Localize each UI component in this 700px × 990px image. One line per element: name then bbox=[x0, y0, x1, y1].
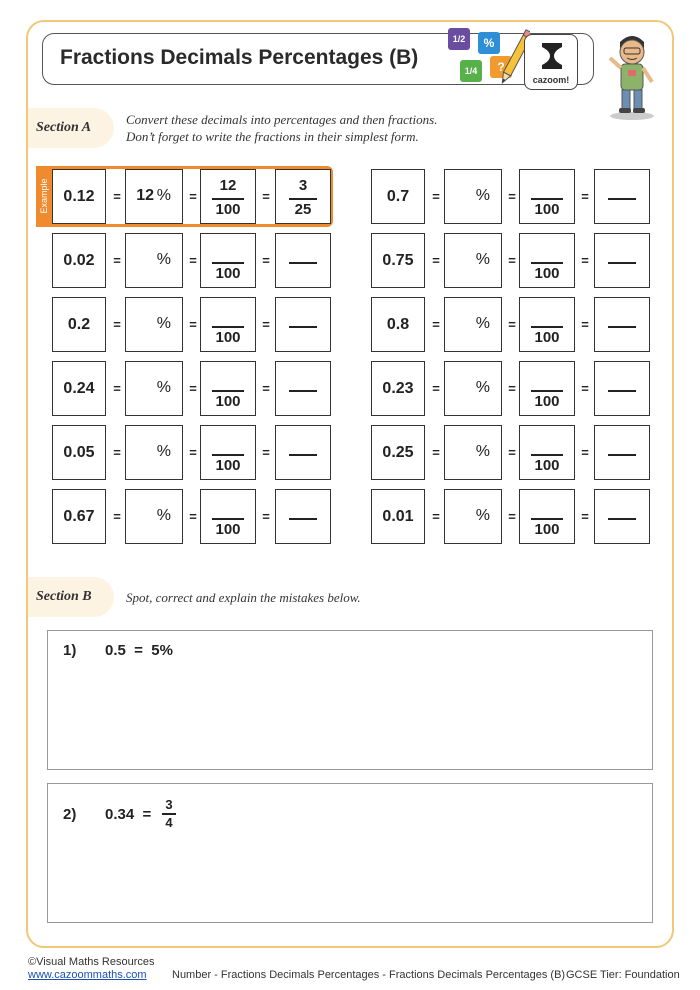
percent-symbol: % bbox=[156, 443, 171, 460]
question-2-text: 0.34 = bbox=[105, 806, 152, 823]
fraction-answer-box[interactable] bbox=[200, 297, 256, 352]
question-2-fraction bbox=[162, 798, 176, 830]
fraction-answer-box[interactable] bbox=[519, 425, 575, 480]
section-a-label: Section A bbox=[28, 108, 114, 148]
percentage-answer-box[interactable] bbox=[125, 425, 183, 480]
percent-symbol: % bbox=[156, 251, 171, 268]
simplest-form-answer-box[interactable] bbox=[594, 169, 650, 224]
equals-sign: = bbox=[113, 381, 121, 396]
percent-symbol: % bbox=[475, 507, 490, 524]
percent-symbol: % bbox=[475, 315, 490, 332]
percentage-answer-box[interactable] bbox=[125, 233, 183, 288]
decimal-value: 0.01 bbox=[371, 489, 425, 544]
fraction-denominator: 100 bbox=[215, 521, 241, 538]
fraction-bar bbox=[289, 454, 317, 456]
percentage-answer-box[interactable] bbox=[444, 169, 502, 224]
decimal-value: 0.75 bbox=[371, 233, 425, 288]
percent-symbol: % bbox=[156, 187, 171, 204]
section-a-instruction-line1: Convert these decimals into percentages and then fractions. bbox=[126, 112, 438, 127]
fraction-bar bbox=[289, 198, 317, 200]
fraction-bar bbox=[531, 198, 563, 200]
equals-sign: = bbox=[508, 509, 516, 524]
equals-sign: = bbox=[189, 445, 197, 460]
decimal-value: 0.05 bbox=[52, 425, 106, 480]
equals-sign: = bbox=[113, 445, 121, 460]
equals-sign: = bbox=[432, 253, 440, 268]
percentage-answer-box[interactable] bbox=[444, 297, 502, 352]
equals-sign: = bbox=[113, 317, 121, 332]
percent-tile-icon: % bbox=[478, 32, 500, 54]
question-2-fraction-denominator: 4 bbox=[165, 814, 173, 830]
equals-sign: = bbox=[262, 509, 270, 524]
fraction-answer-box[interactable] bbox=[519, 233, 575, 288]
equals-sign: = bbox=[432, 381, 440, 396]
simplest-form-answer-box[interactable] bbox=[275, 233, 331, 288]
fraction-bar bbox=[531, 390, 563, 392]
fraction-bar bbox=[608, 262, 636, 264]
decimal-value: 0.23 bbox=[371, 361, 425, 416]
equals-sign: = bbox=[262, 253, 270, 268]
decimal-value: 0.02 bbox=[52, 233, 106, 288]
percentage-answer-box[interactable] bbox=[125, 297, 183, 352]
quarter-tile-icon: 1/4 bbox=[460, 60, 482, 82]
percent-symbol: % bbox=[156, 315, 171, 332]
cazoom-badge bbox=[524, 34, 578, 90]
section-a-instruction-line2: Don’t forget to write the fractions in their simplest form. bbox=[126, 129, 419, 144]
simplest-denominator: 25 bbox=[294, 201, 312, 218]
footer-website-link[interactable]: www.cazoommaths.com bbox=[28, 969, 147, 981]
fraction-answer-box bbox=[200, 169, 256, 224]
equals-sign: = bbox=[581, 317, 589, 332]
fraction-bar bbox=[608, 198, 636, 200]
equals-sign: = bbox=[189, 189, 197, 204]
fraction-bar bbox=[608, 326, 636, 328]
fraction-bar bbox=[608, 518, 636, 520]
percentage-answer-box[interactable] bbox=[444, 361, 502, 416]
equals-sign: = bbox=[113, 509, 121, 524]
simplest-form-answer-box[interactable] bbox=[594, 489, 650, 544]
percent-symbol: % bbox=[156, 379, 171, 396]
simplest-form-answer-box[interactable] bbox=[275, 361, 331, 416]
fraction-bar bbox=[289, 326, 317, 328]
fraction-denominator: 100 bbox=[534, 329, 560, 346]
percentage-answer-box bbox=[125, 169, 183, 224]
half-tile-icon: 1/2 bbox=[448, 28, 470, 50]
equals-sign: = bbox=[262, 381, 270, 396]
footer-tier: GCSE Tier: Foundation bbox=[566, 969, 680, 981]
equals-sign: = bbox=[581, 509, 589, 524]
decimal-value: 0.25 bbox=[371, 425, 425, 480]
fraction-answer-box[interactable] bbox=[519, 489, 575, 544]
fraction-denominator: 100 bbox=[215, 329, 241, 346]
equals-sign: = bbox=[432, 317, 440, 332]
brand-name: cazoom! bbox=[532, 75, 570, 85]
equals-sign: = bbox=[432, 509, 440, 524]
decimal-value: 0.2 bbox=[52, 297, 106, 352]
fraction-numerator: 12 bbox=[219, 177, 237, 194]
fraction-denominator: 100 bbox=[534, 393, 560, 410]
percent-symbol: % bbox=[475, 443, 490, 460]
fraction-bar bbox=[289, 262, 317, 264]
question-2-box[interactable] bbox=[47, 783, 653, 923]
decimal-value: 0.67 bbox=[52, 489, 106, 544]
fraction-bar bbox=[212, 390, 244, 392]
fraction-bar bbox=[531, 326, 563, 328]
percent-symbol: % bbox=[475, 187, 490, 204]
fraction-bar bbox=[212, 454, 244, 456]
percent-symbol: % bbox=[156, 507, 171, 524]
equals-sign: = bbox=[189, 253, 197, 268]
equals-sign: = bbox=[508, 381, 516, 396]
fraction-bar bbox=[531, 518, 563, 520]
simplest-form-answer-box[interactable] bbox=[275, 297, 331, 352]
simplest-form-answer-box[interactable] bbox=[594, 297, 650, 352]
equals-sign: = bbox=[189, 381, 197, 396]
percent-symbol: % bbox=[475, 379, 490, 396]
equals-sign: = bbox=[581, 189, 589, 204]
equals-sign: = bbox=[581, 253, 589, 268]
percentage-answer-box[interactable] bbox=[444, 425, 502, 480]
cazoom-symbol-icon bbox=[540, 41, 564, 71]
decimal-value: 0.24 bbox=[52, 361, 106, 416]
boy-mascot-icon bbox=[602, 28, 662, 120]
fraction-bar bbox=[531, 454, 563, 456]
fraction-denominator: 100 bbox=[534, 201, 560, 218]
fraction-denominator: 100 bbox=[534, 457, 560, 474]
equals-sign: = bbox=[189, 509, 197, 524]
question-2-fraction-numerator: 3 bbox=[165, 797, 173, 812]
fraction-bar bbox=[212, 198, 244, 200]
decimal-value: 0.12 bbox=[52, 169, 106, 224]
fraction-answer-box[interactable] bbox=[200, 489, 256, 544]
equals-sign: = bbox=[113, 253, 121, 268]
equals-sign: = bbox=[508, 445, 516, 460]
decimal-value: 0.7 bbox=[371, 169, 425, 224]
fraction-bar bbox=[531, 262, 563, 264]
fraction-bar bbox=[608, 390, 636, 392]
equals-sign: = bbox=[581, 445, 589, 460]
section-b-instruction: Spot, correct and explain the mistakes below. bbox=[126, 590, 361, 605]
question-tile-icon: ? bbox=[490, 56, 512, 78]
fraction-bar bbox=[212, 326, 244, 328]
fraction-answer-box[interactable] bbox=[519, 361, 575, 416]
equals-sign: = bbox=[508, 253, 516, 268]
simplest-form-answer-box[interactable] bbox=[275, 425, 331, 480]
equals-sign: = bbox=[432, 445, 440, 460]
question-1-text: 0.5 = 5% bbox=[105, 642, 173, 659]
percentage-answer-box[interactable] bbox=[444, 233, 502, 288]
fraction-bar bbox=[608, 454, 636, 456]
equals-sign: = bbox=[508, 317, 516, 332]
fraction-denominator: 100 bbox=[215, 457, 241, 474]
percentage-value: 12 bbox=[136, 187, 154, 204]
fraction-answer-box[interactable] bbox=[200, 425, 256, 480]
footer-topic: Number - Fractions Decimals Percentages - Fractions Decimals Percentages (B) bbox=[172, 969, 566, 981]
simplest-numerator: 3 bbox=[298, 177, 308, 194]
decimal-value: 0.8 bbox=[371, 297, 425, 352]
equals-sign: = bbox=[262, 317, 270, 332]
question-1-number: 1) bbox=[63, 642, 77, 659]
fraction-answer-box[interactable] bbox=[519, 297, 575, 352]
simplest-form-answer-box bbox=[275, 169, 331, 224]
percentage-answer-box[interactable] bbox=[444, 489, 502, 544]
footer-copyright: ©Visual Maths Resources bbox=[28, 956, 155, 968]
page-title: Fractions Decimals Percentages (B) bbox=[60, 46, 419, 69]
example-label: Example bbox=[39, 178, 49, 214]
fraction-bar bbox=[289, 390, 317, 392]
equals-sign: = bbox=[581, 381, 589, 396]
equals-sign: = bbox=[189, 317, 197, 332]
equals-sign: = bbox=[508, 189, 516, 204]
simplest-form-answer-box[interactable] bbox=[594, 425, 650, 480]
fraction-denominator: 100 bbox=[215, 393, 241, 410]
equals-sign: = bbox=[262, 445, 270, 460]
equals-sign: = bbox=[113, 189, 121, 204]
fraction-denominator: 100 bbox=[534, 521, 560, 538]
fraction-denominator: 100 bbox=[215, 265, 241, 282]
equals-sign: = bbox=[262, 189, 270, 204]
simplest-form-answer-box[interactable] bbox=[594, 233, 650, 288]
fraction-answer-box[interactable] bbox=[200, 361, 256, 416]
question-2-number: 2) bbox=[63, 806, 77, 823]
section-b-label: Section B bbox=[28, 577, 114, 617]
percentage-answer-box[interactable] bbox=[125, 489, 183, 544]
footer-website-wrap bbox=[28, 969, 147, 981]
cazoom-logo bbox=[446, 26, 586, 94]
percentage-answer-box[interactable] bbox=[125, 361, 183, 416]
fraction-answer-box[interactable] bbox=[200, 233, 256, 288]
simplest-form-answer-box[interactable] bbox=[275, 489, 331, 544]
simplest-form-answer-box[interactable] bbox=[594, 361, 650, 416]
equals-sign: = bbox=[432, 189, 440, 204]
fraction-bar bbox=[212, 262, 244, 264]
fraction-denominator: 100 bbox=[215, 201, 241, 218]
fraction-denominator: 100 bbox=[534, 265, 560, 282]
question-1-box[interactable] bbox=[47, 630, 653, 770]
percent-symbol: % bbox=[475, 251, 490, 268]
fraction-bar bbox=[289, 518, 317, 520]
fraction-bar bbox=[212, 518, 244, 520]
fraction-answer-box[interactable] bbox=[519, 169, 575, 224]
